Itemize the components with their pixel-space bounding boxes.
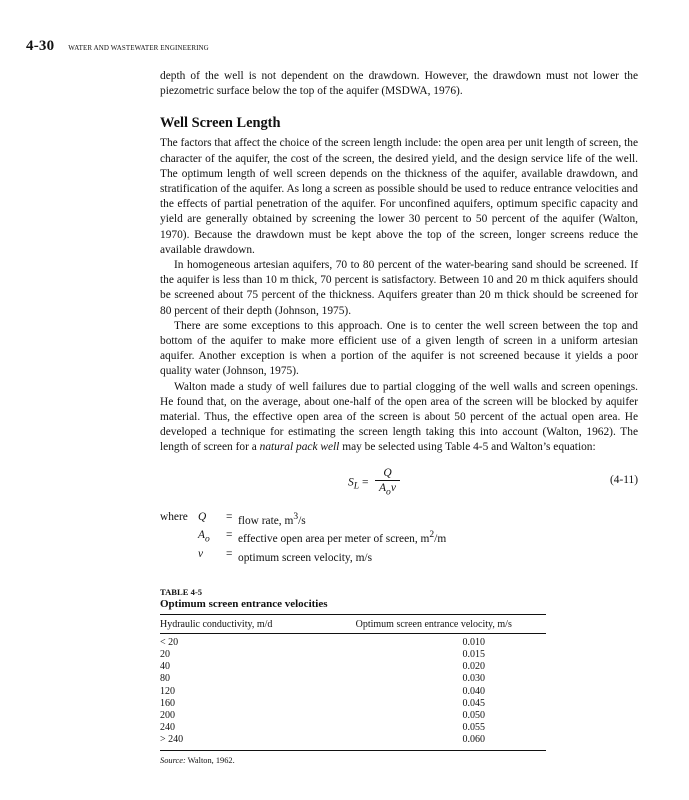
eq-fraction	[375, 466, 399, 499]
table-label: TABLE 4-5	[160, 586, 203, 597]
cell-velocity: 0.060	[321, 734, 546, 750]
velocity-table	[160, 614, 546, 751]
equation-4-11	[160, 460, 638, 502]
page-body	[160, 69, 638, 765]
cell-conductivity: 20	[160, 648, 170, 660]
where-row	[160, 528, 638, 547]
table-row	[160, 722, 546, 734]
table-row	[160, 698, 546, 710]
eq-lhs: S	[348, 475, 354, 488]
paragraph-1: The factors that affect the choice of the screen length include: the open area per unit length of screen, the character of the aquifer, the cost of the screen, the desired yield, and the design service life of the well. The optimum length of well screen depends on the thickness of the aquifer, available drawdown, and stratification of the aquifer. As long a screen as possible should be used to reduce entrance velocities and the effects of partial penetration of the aquifer. For unconfined aquifers, optimum specific capacity and yield are generally obtained by screening the lower 30 percent to 50 percent of the aquifer (Walton, 1970). Because the drawdown must be kept above the top of the screen, longer screens reduce the available drawdown.	[160, 137, 638, 256]
paragraph-4	[160, 380, 638, 456]
section-heading: Well Screen Length	[160, 115, 281, 132]
table-caption	[160, 586, 638, 611]
cell-velocity: 0.045	[462, 697, 485, 709]
where-symbol: Q	[198, 510, 207, 523]
cell-velocity: 0.020	[462, 661, 485, 673]
cell-velocity: 0.050	[462, 709, 485, 721]
table-row	[160, 734, 546, 750]
book-title: WATER AND WASTEWATER ENGINEERING	[68, 44, 209, 52]
where-symbol: $A_o$	[198, 529, 210, 545]
table-header-conductivity: Hydraulic conductivity, m/d	[160, 614, 321, 633]
cell-velocity: 0.030	[462, 673, 485, 685]
eq-lhs-sub: L	[353, 480, 360, 492]
cell-conductivity: 40	[160, 661, 170, 673]
table-row	[160, 673, 546, 685]
where-equals: =	[226, 548, 233, 561]
eq-denominator-tail: v	[390, 481, 396, 494]
table-title: Optimum screen entrance velocities	[160, 597, 328, 610]
where-clause	[160, 510, 638, 566]
equation-body	[348, 466, 400, 499]
cell-velocity: 0.040	[462, 685, 485, 697]
cell-conductivity: 240	[160, 722, 175, 734]
page-number: 4-30	[26, 38, 55, 54]
eq-numerator: Q	[375, 466, 399, 481]
table-row	[160, 649, 546, 661]
where-row	[160, 547, 638, 566]
cell-conductivity: 200	[160, 709, 175, 721]
where-symbol: v	[198, 548, 204, 561]
cell-velocity: 0.015	[462, 648, 485, 660]
eq-denominator: $A_ov$	[379, 481, 396, 497]
eq-denominator-sub: o	[386, 485, 391, 497]
paragraph-2: In homogeneous artesian aquifers, 70 to 80 percent of the water-bearing sand should be screened. If the aquifer is less than 10 m thick, 70 percent is satisfactory. Between 10 and 20 m thick aquifers should be screened about 75 percent of the thickness. Aquifers greater than 20 m thick should be screened for 80 percent of their depth (Johnson, 1975).	[160, 259, 638, 317]
table-source	[160, 756, 638, 765]
paragraph-4-italic-term: natural pack well	[259, 441, 340, 454]
paragraph-4-text-a: Walton made a study of well failures due to partial clogging of the well walls and screen openings. He found that, on the average, about one-half of the open area of the screen will be blocked by aquifer material. Thus, the effective open area of the screen is about 50 percent of the actual open area. He developed a technique for estimating the screen length taking this into account (Walton, 1962). The length of screen for a	[160, 380, 638, 454]
paragraph-3: There are some exceptions to this approach. One is to center the well screen between the top and bottom of the aquifer to make more efficient use of a given length of screen in a uniform artesian aquifer. Another exception is when a portion of the aquifer is not screened because it yields a poor quality water (Johnson, 1975).	[160, 319, 638, 378]
where-row	[160, 510, 638, 529]
cell-velocity: 0.055	[462, 722, 485, 734]
eq-equals: =	[361, 475, 369, 488]
cell-conductivity: 160	[160, 697, 175, 709]
cell-conductivity: < 20	[160, 636, 179, 648]
where-desc: flow rate, $m^3/s$	[238, 511, 306, 527]
equation-number: (4-11)	[609, 473, 638, 486]
cell-conductivity: 80	[160, 673, 170, 685]
paragraph-4-text-b: may be selected using Table 4-5 and Walton’s equation:	[339, 441, 596, 454]
where-equals: =	[226, 529, 233, 542]
running-head	[26, 38, 209, 55]
table-row	[160, 633, 546, 649]
table-row	[160, 710, 546, 722]
where-desc: optimum screen velocity, m/s	[238, 551, 373, 564]
table-header-velocity: Optimum screen entrance velocity, m/s	[321, 614, 546, 633]
where-desc: effective open area per meter of screen, $m^2/m$	[238, 530, 447, 546]
cell-velocity: 0.010	[462, 636, 485, 648]
table-row	[160, 686, 546, 698]
cell-conductivity: > 240	[160, 734, 321, 750]
source-label: Source:	[160, 755, 186, 765]
where-equals: =	[226, 510, 233, 523]
intro-paragraph: depth of the well is not dependent on the drawdown. However, the drawdown must not lower the piezometric surface below the top of the aquifer (MSDWA, 1976).	[160, 70, 638, 98]
table-row	[160, 661, 546, 673]
source-text: Walton, 1962.	[185, 755, 235, 765]
cell-conductivity: 120	[160, 685, 175, 697]
where-lead: where	[160, 510, 188, 523]
